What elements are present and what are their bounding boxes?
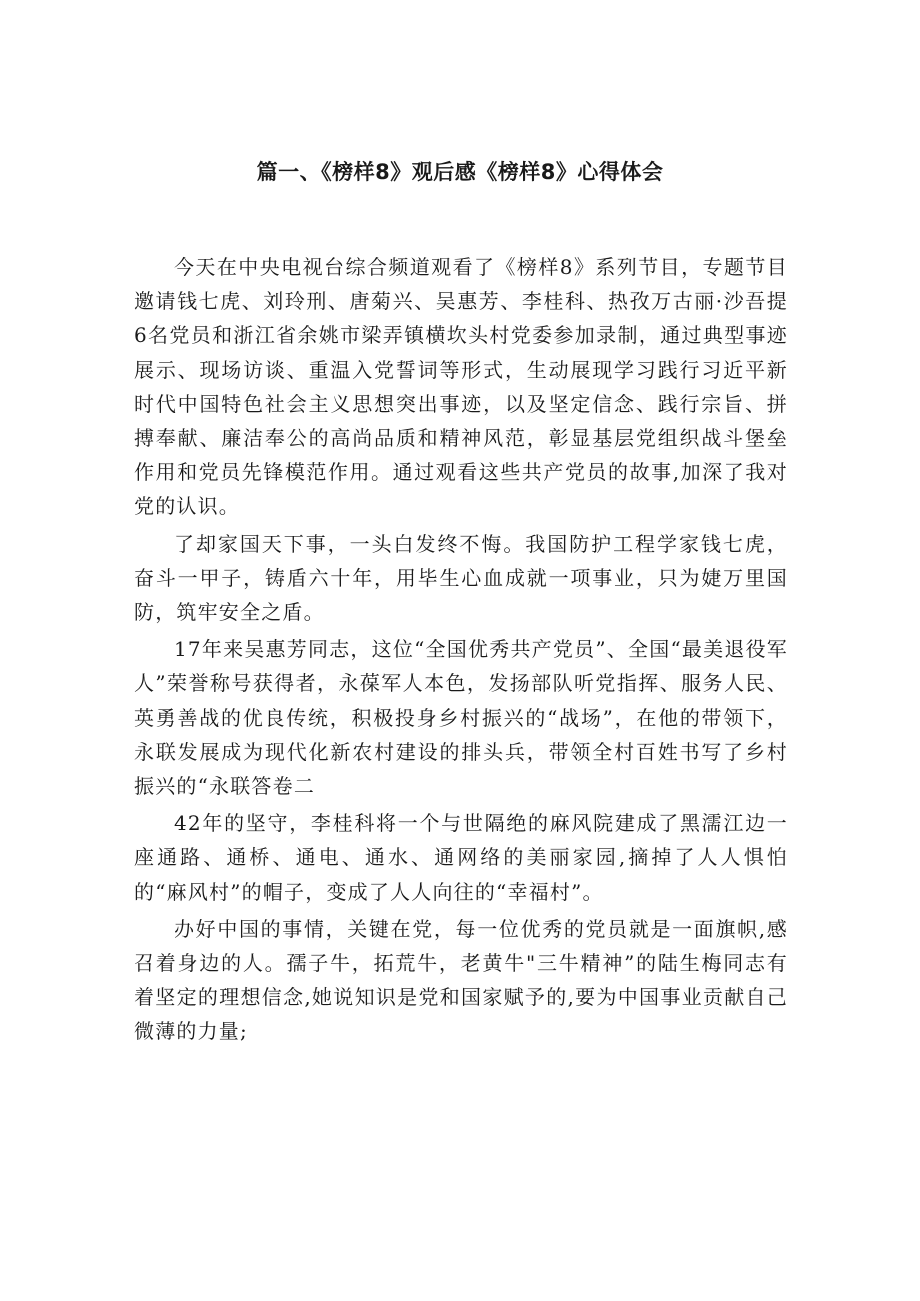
paragraph: 42年的坚守，李桂科将一个与世隔绝的麻风院建成了黑濡江边一座通路、通桥、通电、通水、通网络的美丽家园,摘掉了人人惧怕的“麻风村”的帽子，变成了人人向往的“幸福村”。 xyxy=(134,811,788,904)
paragraph: 办好中国的事情，关键在党，每一位优秀的党员就是一面旗帜,感召着身边的人。孺子牛，拓荒牛，老黄牛"三牛精神”的陆生梅同志有着坚定的理想信念,她说知识是党和国家赋予的,要为中国事业贡献自己微薄的力量; xyxy=(134,916,788,1044)
paragraph: 17年来吴惠芳同志，这位“全国优秀共产党员”、全国“最美退役军人”荣誉称号获得者，永葆军人本色，发扬部队听党指挥、服务人民、英勇善战的优良传统，积极投身乡村振兴的“战场”，在他的带领下，永联发展成为现代化新农村建设的排头兵，带领全村百姓书写了乡村振兴的“永联答卷二 xyxy=(134,637,788,799)
paragraph: 今天在中央电视台综合频道观看了《榜样8》系列节目，专题节目邀请钱七虎、刘玲刑、唐菊兴、吴惠芳、李桂科、热孜万古丽·沙吾提6名党员和浙江省余姚市梁弄镇横坎头村党委参加录制，通过典型事迹展示、现场访谈、重温入党誓词等形式，生动展现学习践行习近平新时代中国特色社会主义思想突出事迹，以及坚定信念、践行宗旨、拼搏奉献、廉洁奉公的高尚品质和精神风范，彰显基层党组织战斗堡垒作用和党员先锋模范作用。通过观看这些共产党员的故事,加深了我对党的认识。 xyxy=(134,255,788,519)
paragraph: 了却家国天下事，一头白发终不悔。我国防护工程学家钱七虎，奋斗一甲子，铸盾六十年，用毕生心血成就一项事业，只为婕万里国防，筑牢安全之盾。 xyxy=(134,531,788,625)
document-title: 篇一、《榜样8》观后感《榜样8》心得体会 xyxy=(256,160,664,184)
document-body xyxy=(134,250,788,1052)
